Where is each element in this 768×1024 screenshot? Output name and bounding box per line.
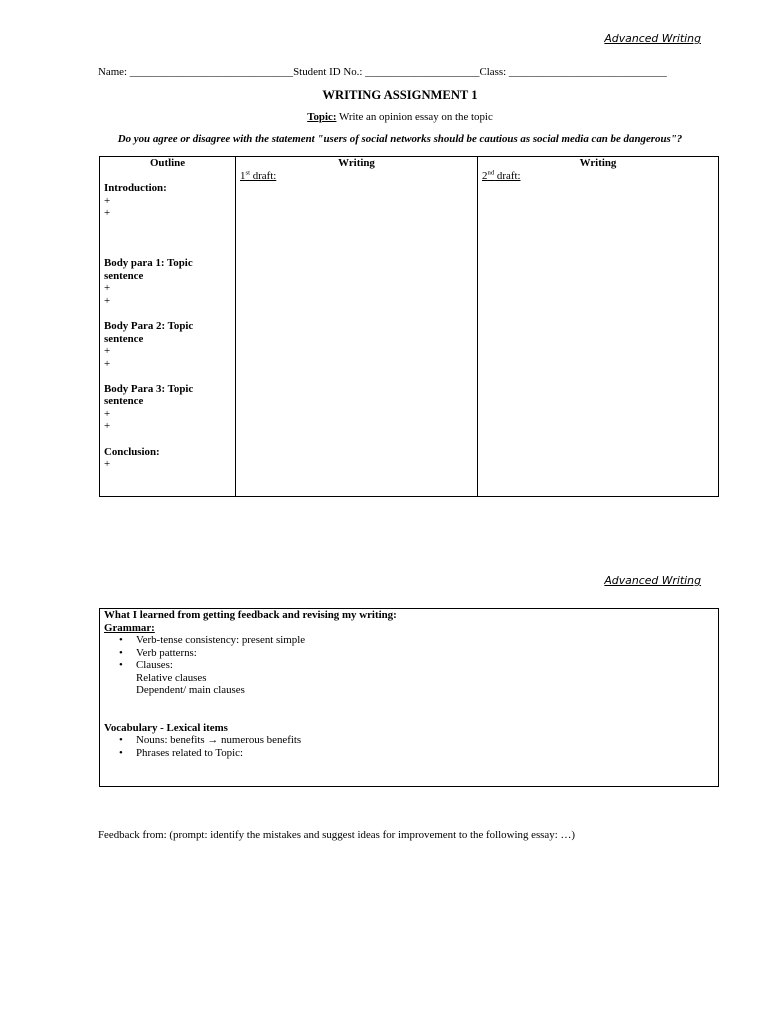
draft-number: 1 — [240, 169, 246, 182]
blank-line — [104, 232, 231, 245]
topic-label: Topic: — [307, 111, 337, 123]
outline-point: + — [104, 458, 111, 471]
vocabulary-label: Vocabulary - Lexical items — [104, 721, 228, 734]
outline-point: + — [104, 207, 111, 220]
blank-line — [104, 308, 231, 321]
grammar-label: Grammar: — [104, 621, 155, 634]
running-header: Advanced Writing — [604, 32, 701, 45]
outline-point: + — [104, 357, 111, 370]
first-draft-column — [236, 157, 478, 496]
outline-heading-body-2: Body Para 2: Topic sentence — [104, 320, 194, 345]
name-blank: ______________________________ — [129, 66, 294, 78]
topic-text: Write an opinion essay on the topic — [336, 111, 493, 123]
blank-line — [104, 697, 714, 710]
clause-type: Dependent/ main clauses — [136, 684, 245, 697]
second-draft-column — [478, 157, 718, 496]
outline-point: + — [104, 420, 111, 433]
reflection-box — [99, 608, 719, 787]
outline-point: + — [104, 194, 111, 207]
student-id-label: Student ID No.: — [293, 66, 366, 78]
outline-header: Outline — [149, 157, 186, 169]
feedback-prompt: Feedback from: (prompt: identify the mistakes and suggest ideas for improvement to the following essay: …) — [98, 829, 575, 841]
first-draft-label — [240, 170, 473, 183]
draft-word: draft: — [494, 169, 521, 182]
essay-question: Do you agree or disagree with the statement "users of social networks should be cautious as social media can be dangerous"? — [117, 133, 683, 145]
outline-writing-table — [99, 156, 719, 497]
outline-heading-conclusion: Conclusion: — [104, 445, 160, 458]
outline-point: + — [104, 282, 111, 295]
writing-header: Writing — [579, 157, 617, 169]
outline-column — [100, 157, 236, 496]
topic-line — [98, 111, 702, 124]
list-item: • Clauses: — [104, 659, 714, 672]
second-draft-label — [482, 170, 714, 183]
writing-header: Writing — [338, 157, 375, 169]
list-item: • Verb patterns: — [104, 647, 714, 660]
draft-word: draft: — [249, 169, 277, 182]
grammar-list — [104, 634, 714, 672]
blank-line — [104, 709, 714, 722]
ordinal-suffix: st — [245, 168, 250, 176]
outline-point: + — [104, 407, 111, 420]
outline-point: + — [104, 295, 111, 308]
clause-type: Relative clauses — [136, 671, 207, 684]
outline-heading-introduction: Introduction: — [104, 182, 167, 195]
ordinal-suffix: nd — [487, 168, 495, 176]
outline-point: + — [104, 345, 111, 358]
blank-line — [104, 245, 231, 258]
blank-line — [104, 433, 231, 446]
name-label: Name: — [98, 66, 130, 78]
list-item: • Verb-tense consistency: present simple — [104, 634, 714, 647]
outline-heading-body-1: Body para 1: Topic sentence — [104, 257, 193, 282]
blank-line — [104, 170, 231, 183]
list-item: • Nouns: benefits → numerous benefits — [104, 734, 714, 747]
student-id-blank: _____________________ — [365, 66, 480, 78]
class-label: Class: — [479, 66, 509, 78]
vocabulary-list — [104, 734, 714, 759]
assignment-title: WRITING ASSIGNMENT 1 — [322, 88, 478, 102]
outline-heading-body-3: Body Para 3: Topic sentence — [104, 382, 194, 408]
student-info-line — [98, 66, 667, 79]
class-blank: _____________________________ — [508, 66, 667, 78]
reflection-heading: What I learned from getting feedback and revising my writing: — [104, 609, 397, 621]
draft-number: 2 — [482, 169, 488, 182]
blank-line — [104, 370, 231, 383]
list-item: • Phrases related to Topic: — [104, 747, 714, 760]
running-header: Advanced Writing — [604, 574, 701, 587]
blank-line — [104, 220, 231, 233]
